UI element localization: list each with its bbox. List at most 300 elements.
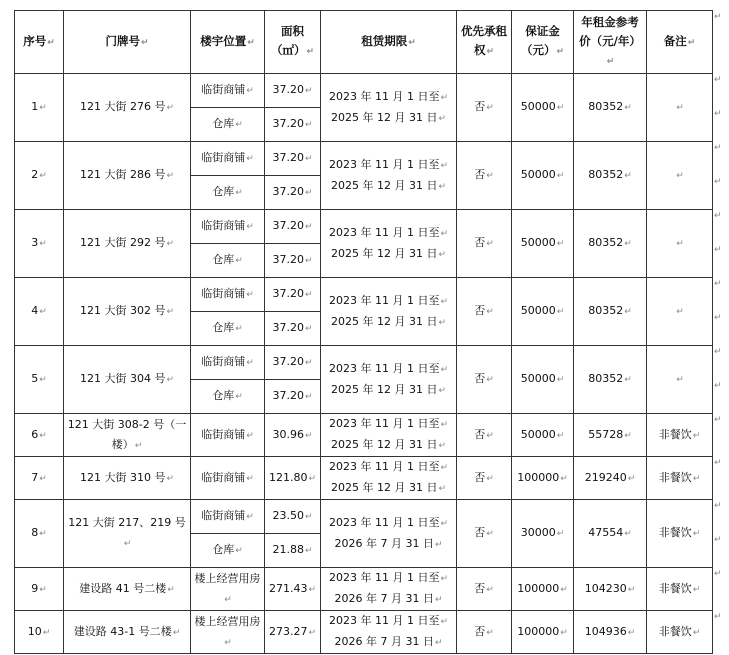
cell-area-text: 37.20 (272, 253, 304, 266)
paragraph-mark: ↵ (438, 385, 447, 396)
cell-deposit-text: 100000 (517, 581, 560, 595)
cell-location (191, 176, 265, 210)
table-body (15, 74, 713, 654)
cell-priority-text: 否 (474, 624, 486, 638)
paragraph-mark: ↵ (304, 222, 313, 232)
cell-area (265, 414, 321, 457)
cell-door (64, 457, 191, 500)
period-line-2: 2025 年 12 月 31 日 (330, 481, 438, 494)
cell-seq (15, 346, 64, 414)
header-period: 租赁期限↵ (321, 11, 457, 74)
paragraph-mark: ↵ (692, 529, 701, 539)
paragraph-mark: ↵ (486, 375, 494, 385)
paragraph-mark: ↵ (39, 473, 47, 484)
period-line-2: 2025 年 12 月 31 日 (330, 314, 438, 328)
cell-remark (647, 74, 713, 142)
paragraph-mark: ↵ (42, 627, 51, 638)
paragraph-mark: ↵ (134, 440, 143, 451)
cell-priority (457, 210, 512, 278)
paragraph-mark: ↵ (486, 103, 494, 113)
table-row (15, 210, 713, 244)
cell-period (321, 142, 457, 210)
cell-location (191, 142, 265, 176)
period-line-2: 2025 年 12 月 31 日 (330, 110, 438, 124)
cell-location-text: 临街商铺 (201, 509, 246, 522)
cell-door-text: 121 大街 217、219 号 (68, 516, 186, 529)
paragraph-mark: ↵ (438, 113, 447, 124)
paragraph-mark: ↵ (560, 584, 568, 595)
cell-area (265, 176, 321, 210)
row-end-mark: ↵ (714, 612, 722, 622)
paragraph-mark: ↵ (440, 364, 449, 375)
header-priority: 优先承租权↵ (457, 11, 512, 74)
paragraph-mark: ↵ (556, 375, 565, 385)
cell-priority-text: 否 (474, 526, 486, 539)
cell-area-text: 37.20 (272, 219, 304, 232)
paragraph-mark: ↵ (308, 627, 317, 638)
paragraph-mark: ↵ (624, 529, 632, 539)
cell-remark-text: 非餐饮 (658, 581, 692, 595)
paragraph-mark: ↵ (440, 518, 449, 529)
paragraph-mark: ↵ (304, 392, 313, 402)
paragraph-mark: ↵ (486, 307, 494, 317)
paragraph-mark: ↵ (166, 473, 175, 484)
cell-priority (457, 568, 512, 611)
cell-door-text: 121 大街 308-2 号（一楼） (67, 417, 187, 451)
row-end-mark: ↵ (714, 177, 722, 187)
cell-remark (647, 210, 713, 278)
cell-period (321, 568, 457, 611)
paragraph-mark: ↵ (438, 484, 447, 494)
paragraph-mark: ↵ (556, 529, 565, 539)
cell-deposit (512, 142, 574, 210)
paragraph-mark: ↵ (486, 584, 494, 595)
cell-rent (574, 142, 647, 210)
paragraph-mark: ↵ (304, 324, 313, 334)
cell-location (191, 414, 265, 457)
paragraph-mark: ↵ (486, 171, 494, 181)
row-end-mark: ↵ (714, 347, 722, 357)
period-line-1: 2023 年 11 月 1 日至 (328, 515, 440, 529)
cell-area-text: 37.20 (272, 151, 304, 164)
paragraph-mark: ↵ (676, 307, 684, 317)
paragraph-mark: ↵ (556, 103, 565, 113)
cell-location-text: 仓库 (212, 389, 235, 402)
row-end-mark: ↵ (714, 313, 722, 323)
table-row (15, 346, 713, 380)
paragraph-mark: ↵ (39, 103, 47, 113)
cell-seq (15, 568, 64, 611)
cell-location (191, 346, 265, 380)
cell-location (191, 534, 265, 568)
cell-area-text: 273.27 (268, 624, 308, 638)
paragraph-mark: ↵ (304, 430, 313, 441)
lease-table (14, 10, 713, 654)
paragraph-mark: ↵ (304, 256, 313, 266)
cell-seq (15, 278, 64, 346)
period-line-1: 2023 年 11 月 1 日至 (328, 460, 440, 473)
paragraph-mark: ↵ (235, 120, 243, 130)
cell-seq (15, 210, 64, 278)
period-line-2: 2026 年 7 月 31 日 (334, 635, 434, 648)
cell-area (265, 380, 321, 414)
paragraph-mark: ↵ (486, 239, 494, 249)
cell-deposit (512, 611, 574, 654)
paragraph-mark: ↵ (39, 529, 47, 539)
paragraph-mark: ↵ (304, 120, 313, 130)
cell-location (191, 568, 265, 611)
cell-deposit (512, 74, 574, 142)
paragraph-mark: ↵ (246, 290, 254, 300)
period-line-1: 2023 年 11 月 1 日至 (328, 571, 440, 584)
cell-priority-text: 否 (474, 304, 486, 317)
period-line-1: 2023 年 11 月 1 日至 (328, 157, 440, 171)
cell-remark-text: 非餐饮 (658, 526, 692, 539)
cell-location-text: 楼上经营用房 (194, 614, 261, 628)
cell-rent (574, 457, 647, 500)
cell-location (191, 457, 265, 500)
cell-remark-text: 非餐饮 (658, 427, 692, 441)
cell-area (265, 500, 321, 534)
cell-location-text: 仓库 (212, 321, 235, 334)
cell-area (265, 312, 321, 346)
paragraph-mark: ↵ (304, 86, 313, 96)
cell-deposit-text: 50000 (520, 372, 556, 385)
table-row (15, 142, 713, 176)
cell-remark-text: 非餐饮 (658, 624, 692, 638)
paragraph-mark: ↵ (39, 375, 47, 385)
cell-rent-text: 80352 (588, 236, 624, 249)
paragraph-mark: ↵ (166, 171, 175, 181)
cell-door (64, 278, 191, 346)
cell-period (321, 457, 457, 500)
cell-priority-text: 否 (474, 427, 486, 441)
paragraph-mark: ↵ (440, 617, 449, 627)
cell-deposit-text: 50000 (520, 168, 556, 181)
cell-deposit-text: 30000 (520, 526, 556, 539)
paragraph-mark: ↵ (676, 103, 684, 113)
paragraph-mark: ↵ (166, 307, 175, 317)
cell-deposit (512, 457, 574, 500)
cell-rent-text: 219240 (584, 470, 627, 484)
row-end-mark: ↵ (714, 143, 722, 153)
cell-door-text: 121 大街 310 号 (79, 470, 166, 484)
cell-period (321, 346, 457, 414)
paragraph-mark: ↵ (556, 171, 565, 181)
paragraph-mark: ↵ (246, 430, 254, 441)
paragraph-mark: ↵ (246, 358, 254, 368)
row-end-mark: ↵ (714, 245, 722, 255)
cell-location (191, 312, 265, 346)
period-line-1: 2023 年 11 月 1 日至 (328, 293, 440, 307)
cell-door-text: 121 大街 302 号 (79, 304, 166, 317)
period-line-2: 2025 年 12 月 31 日 (330, 246, 438, 260)
paragraph-mark: ↵ (166, 375, 175, 385)
cell-rent-text: 104936 (584, 624, 627, 638)
header-area: 面积（㎡）↵ (265, 11, 321, 74)
paragraph-mark: ↵ (676, 375, 684, 385)
cell-door (64, 142, 191, 210)
paragraph-mark: ↵ (438, 317, 447, 328)
cell-priority (457, 142, 512, 210)
cell-seq (15, 74, 64, 142)
cell-location-text: 临街商铺 (201, 219, 246, 232)
cell-priority (457, 457, 512, 500)
cell-rent (574, 278, 647, 346)
cell-door-text: 121 大街 304 号 (79, 372, 166, 385)
cell-priority (457, 500, 512, 568)
row-end-mark: ↵ (714, 12, 722, 22)
row-end-mark: ↵ (714, 569, 722, 579)
paragraph-mark: ↵ (123, 539, 132, 549)
cell-period (321, 500, 457, 568)
paragraph-mark: ↵ (556, 430, 565, 441)
cell-area (265, 278, 321, 312)
cell-door (64, 611, 191, 654)
paragraph-mark: ↵ (304, 358, 313, 368)
paragraph-mark: ↵ (624, 307, 632, 317)
paragraph-mark: ↵ (676, 239, 684, 249)
cell-priority (457, 414, 512, 457)
paragraph-mark: ↵ (434, 638, 443, 648)
cell-priority-text: 否 (474, 100, 486, 113)
paragraph-mark: ↵ (39, 584, 47, 595)
cell-location-text: 楼上经营用房 (194, 571, 261, 585)
cell-door (64, 500, 191, 568)
cell-rent-text: 55728 (588, 427, 624, 441)
period-line-2: 2025 年 12 月 31 日 (330, 438, 438, 451)
paragraph-mark: ↵ (556, 239, 565, 249)
cell-area (265, 346, 321, 380)
cell-rent (574, 568, 647, 611)
cell-location-text: 临街商铺 (201, 151, 246, 164)
paragraph-mark: ↵ (166, 103, 175, 113)
cell-area-text: 37.20 (272, 117, 304, 130)
cell-rent (574, 500, 647, 568)
cell-deposit-text: 50000 (520, 304, 556, 317)
cell-seq-text: 10 (27, 624, 42, 638)
row-end-mark: ↵ (714, 535, 722, 545)
paragraph-mark: ↵ (624, 430, 632, 441)
cell-remark-text: 非餐饮 (658, 470, 692, 484)
paragraph-mark: ↵ (172, 627, 181, 638)
cell-location (191, 611, 265, 654)
paragraph-mark: ↵ (486, 473, 494, 484)
paragraph-mark: ↵ (308, 584, 317, 595)
cell-priority-text: 否 (474, 372, 486, 385)
cell-seq-text: 4 (31, 304, 39, 317)
cell-area (265, 568, 321, 611)
paragraph-mark: ↵ (235, 256, 243, 266)
table-row (15, 278, 713, 312)
cell-seq-text: 8 (31, 526, 39, 539)
cell-location (191, 244, 265, 278)
cell-seq-text: 5 (31, 372, 39, 385)
header-location: 楼宇位置↵ (191, 11, 265, 74)
paragraph-mark: ↵ (167, 584, 175, 595)
paragraph-mark: ↵ (440, 296, 449, 307)
period-line-1: 2023 年 11 月 1 日至 (328, 89, 440, 103)
period-line-1: 2023 年 11 月 1 日至 (328, 417, 440, 430)
period-line-2: 2026 年 7 月 31 日 (334, 592, 434, 605)
paragraph-mark: ↵ (304, 154, 313, 164)
paragraph-mark: ↵ (246, 512, 254, 522)
paragraph-mark: ↵ (246, 86, 254, 96)
paragraph-mark: ↵ (39, 171, 47, 181)
cell-priority-text: 否 (474, 168, 486, 181)
paragraph-mark: ↵ (235, 188, 243, 198)
paragraph-mark: ↵ (486, 627, 494, 638)
paragraph-mark: ↵ (440, 574, 449, 584)
period-line-2: 2025 年 12 月 31 日 (330, 382, 438, 396)
paragraph-mark: ↵ (440, 160, 449, 171)
paragraph-mark: ↵ (486, 430, 494, 441)
cell-period (321, 278, 457, 346)
cell-priority (457, 346, 512, 414)
cell-location (191, 500, 265, 534)
table-row (15, 611, 713, 654)
cell-deposit-text: 50000 (520, 236, 556, 249)
cell-deposit (512, 278, 574, 346)
paragraph-mark: ↵ (440, 420, 449, 430)
cell-seq (15, 457, 64, 500)
cell-rent (574, 210, 647, 278)
paragraph-mark: ↵ (440, 463, 449, 473)
cell-priority-text: 否 (474, 581, 486, 595)
cell-rent (574, 414, 647, 457)
cell-area (265, 457, 321, 500)
cell-door (64, 414, 191, 457)
cell-seq-text: 7 (31, 470, 39, 484)
cell-deposit (512, 210, 574, 278)
paragraph-mark: ↵ (304, 188, 313, 198)
paragraph-mark: ↵ (304, 290, 313, 300)
cell-period (321, 210, 457, 278)
paragraph-mark: ↵ (692, 584, 701, 595)
cell-remark (647, 500, 713, 568)
paragraph-mark: ↵ (246, 222, 254, 232)
cell-location-text: 仓库 (212, 543, 235, 556)
row-end-mark: ↵ (714, 501, 722, 511)
row-end-mark: ↵ (714, 109, 722, 119)
paragraph-mark: ↵ (440, 92, 449, 103)
cell-location-text: 临街商铺 (201, 355, 246, 368)
cell-rent-text: 80352 (588, 168, 624, 181)
cell-seq (15, 611, 64, 654)
paragraph-mark: ↵ (438, 249, 447, 260)
cell-deposit-text: 50000 (520, 100, 556, 113)
cell-area (265, 108, 321, 142)
cell-door (64, 210, 191, 278)
cell-seq-text: 6 (31, 427, 39, 441)
paragraph-mark: ↵ (560, 473, 568, 484)
cell-priority (457, 74, 512, 142)
paragraph-mark: ↵ (556, 307, 565, 317)
cell-door-text: 121 大街 276 号 (79, 100, 166, 113)
paragraph-mark: ↵ (676, 171, 684, 181)
cell-area (265, 74, 321, 108)
table-header (15, 11, 713, 74)
paragraph-mark: ↵ (486, 529, 494, 539)
paragraph-mark: ↵ (246, 154, 254, 164)
cell-location (191, 74, 265, 108)
paragraph-mark: ↵ (624, 375, 632, 385)
cell-deposit (512, 500, 574, 568)
paragraph-mark: ↵ (627, 584, 636, 595)
cell-rent (574, 611, 647, 654)
paragraph-mark: ↵ (434, 539, 443, 550)
cell-area (265, 534, 321, 568)
cell-deposit (512, 414, 574, 457)
cell-deposit (512, 346, 574, 414)
cell-door-text: 建设路 41 号二楼 (79, 581, 167, 595)
cell-location (191, 278, 265, 312)
paragraph-mark: ↵ (438, 441, 447, 451)
paragraph-mark: ↵ (304, 512, 313, 522)
cell-location (191, 210, 265, 244)
paragraph-mark: ↵ (627, 473, 636, 484)
cell-remark (647, 346, 713, 414)
cell-rent-text: 80352 (588, 304, 624, 317)
cell-door (64, 74, 191, 142)
cell-area-text: 30.96 (272, 427, 304, 441)
paragraph-mark: ↵ (246, 473, 254, 484)
row-end-mark: ↵ (714, 381, 722, 391)
cell-rent (574, 346, 647, 414)
cell-period (321, 414, 457, 457)
cell-priority (457, 611, 512, 654)
row-end-mark: ↵ (714, 75, 722, 85)
cell-location-text: 临街商铺 (201, 427, 246, 441)
cell-seq-text: 1 (31, 100, 39, 113)
cell-deposit (512, 568, 574, 611)
cell-location-text: 仓库 (212, 185, 235, 198)
cell-area-text: 37.20 (272, 83, 304, 96)
row-end-mark: ↵ (714, 458, 722, 468)
period-line-1: 2023 年 11 月 1 日至 (328, 614, 440, 627)
header-door: 门牌号↵ (64, 11, 191, 74)
cell-seq-text: 9 (31, 581, 39, 595)
table-row (15, 568, 713, 611)
cell-remark (647, 414, 713, 457)
cell-area (265, 244, 321, 278)
paragraph-mark: ↵ (692, 473, 701, 484)
cell-deposit-text: 100000 (517, 624, 560, 638)
paragraph-mark: ↵ (39, 430, 47, 441)
cell-location-text: 临街商铺 (201, 470, 246, 484)
cell-seq (15, 142, 64, 210)
cell-priority-text: 否 (474, 470, 486, 484)
paragraph-mark: ↵ (560, 627, 568, 638)
table-row (15, 414, 713, 457)
cell-door-text: 121 大街 292 号 (79, 236, 166, 249)
paragraph-mark: ↵ (627, 627, 636, 638)
cell-area-text: 21.88 (272, 543, 304, 556)
period-line-2: 2025 年 12 月 31 日 (330, 178, 438, 192)
cell-area-text: 37.20 (272, 321, 304, 334)
row-end-mark: ↵ (714, 415, 722, 425)
table-row (15, 74, 713, 108)
period-line-1: 2023 年 11 月 1 日至 (328, 225, 440, 239)
cell-period (321, 74, 457, 142)
cell-rent-text: 47554 (588, 526, 624, 539)
cell-location-text: 仓库 (212, 117, 235, 130)
paragraph-mark: ↵ (39, 239, 47, 249)
cell-remark (647, 142, 713, 210)
paragraph-mark: ↵ (235, 546, 243, 556)
cell-area (265, 210, 321, 244)
cell-door (64, 346, 191, 414)
